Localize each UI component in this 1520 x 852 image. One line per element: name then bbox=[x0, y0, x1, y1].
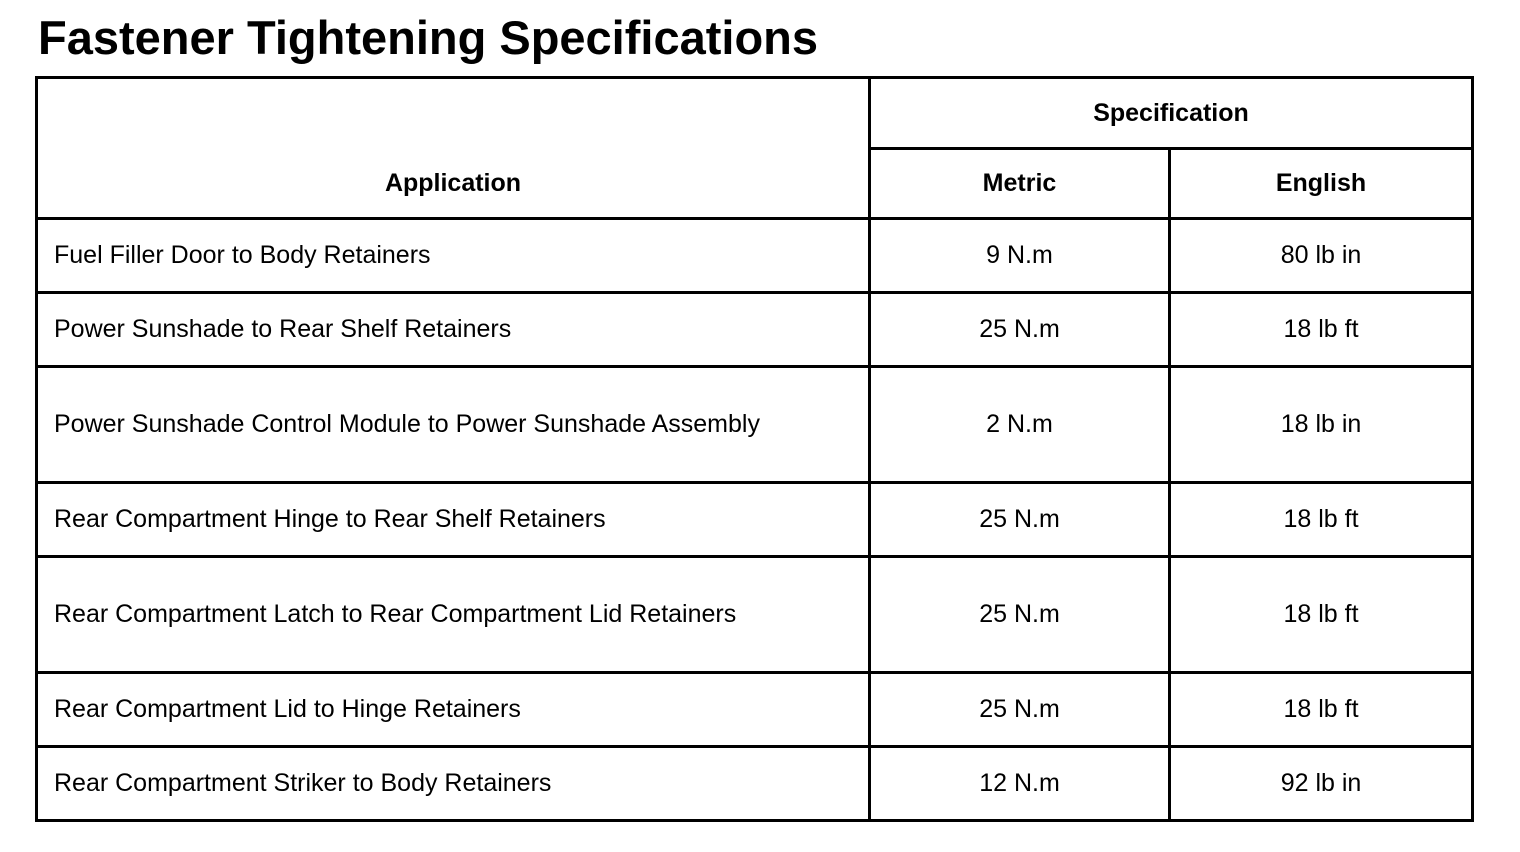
english-cell: 18 lb ft bbox=[1170, 293, 1473, 367]
metric-cell: 12 N.m bbox=[870, 747, 1170, 821]
table-row bbox=[37, 483, 1473, 557]
page-title: Fastener Tightening Specifications bbox=[38, 11, 818, 64]
header-metric: Metric bbox=[870, 149, 1170, 219]
application-cell: Power Sunshade to Rear Shelf Retainers bbox=[37, 293, 870, 367]
header-application: Application bbox=[37, 78, 870, 219]
table-row bbox=[37, 673, 1473, 747]
application-cell: Rear Compartment Lid to Hinge Retainers bbox=[37, 673, 870, 747]
metric-cell: 2 N.m bbox=[870, 367, 1170, 483]
english-cell: 18 lb ft bbox=[1170, 557, 1473, 673]
header-row-top bbox=[37, 78, 1473, 149]
application-cell: Rear Compartment Striker to Body Retainers bbox=[37, 747, 870, 821]
application-cell: Fuel Filler Door to Body Retainers bbox=[37, 219, 870, 293]
table-row bbox=[37, 747, 1473, 821]
header-english: English bbox=[1170, 149, 1473, 219]
metric-cell: 25 N.m bbox=[870, 483, 1170, 557]
application-cell: Power Sunshade Control Module to Power Sunshade Assembly bbox=[37, 367, 870, 483]
english-cell: 18 lb ft bbox=[1170, 673, 1473, 747]
metric-cell: 9 N.m bbox=[870, 219, 1170, 293]
fastener-spec-table bbox=[35, 76, 1474, 822]
metric-cell: 25 N.m bbox=[870, 673, 1170, 747]
table-row bbox=[37, 367, 1473, 483]
header-specification: Specification bbox=[870, 78, 1473, 149]
english-cell: 80 lb in bbox=[1170, 219, 1473, 293]
table-row bbox=[37, 293, 1473, 367]
table-row bbox=[37, 219, 1473, 293]
metric-cell: 25 N.m bbox=[870, 557, 1170, 673]
metric-cell: 25 N.m bbox=[870, 293, 1170, 367]
table-row bbox=[37, 557, 1473, 673]
english-cell: 92 lb in bbox=[1170, 747, 1473, 821]
english-cell: 18 lb in bbox=[1170, 367, 1473, 483]
application-cell: Rear Compartment Hinge to Rear Shelf Retainers bbox=[37, 483, 870, 557]
english-cell: 18 lb ft bbox=[1170, 483, 1473, 557]
application-cell: Rear Compartment Latch to Rear Compartment Lid Retainers bbox=[37, 557, 870, 673]
